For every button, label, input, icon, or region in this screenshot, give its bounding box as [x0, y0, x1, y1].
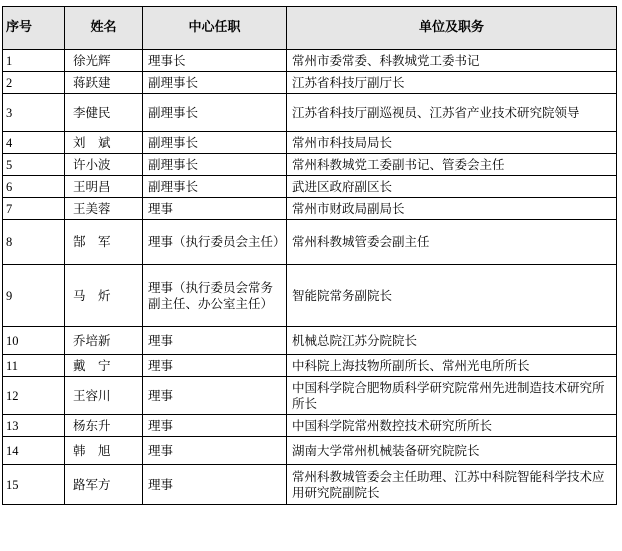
row-name: 乔培新 — [65, 327, 143, 355]
header-name: 姓名 — [65, 7, 143, 50]
row-name: 马 炘 — [65, 265, 143, 327]
row-unit: 江苏省科技厅副厅长 — [287, 72, 617, 94]
row-no: 2 — [3, 72, 65, 94]
row-unit: 中国科学院合肥物质科学研究院常州先进制造技术研究所所长 — [287, 377, 617, 415]
row-no: 1 — [3, 50, 65, 72]
row-unit: 湖南大学常州机械装备研究院院长 — [287, 437, 617, 465]
row-role: 理事（执行委员会主任） — [143, 220, 287, 265]
row-role: 理事 — [143, 377, 287, 415]
table-row — [3, 154, 617, 176]
row-no: 6 — [3, 176, 65, 198]
row-no: 4 — [3, 132, 65, 154]
row-name: 王容川 — [65, 377, 143, 415]
row-unit: 常州科教城管委会副主任 — [287, 220, 617, 265]
row-unit: 智能院常务副院长 — [287, 265, 617, 327]
row-unit: 常州科教城党工委副书记、管委会主任 — [287, 154, 617, 176]
row-name: 路军方 — [65, 465, 143, 505]
table-row — [3, 72, 617, 94]
header-role: 中心任职 — [143, 7, 287, 50]
table-row — [3, 465, 617, 505]
row-role: 副理事长 — [143, 154, 287, 176]
table-row — [3, 94, 617, 132]
table-row — [3, 415, 617, 437]
row-unit: 常州市委常委、科教城党工委书记 — [287, 50, 617, 72]
table-container — [2, 6, 617, 505]
table-row — [3, 377, 617, 415]
row-role: 理事 — [143, 355, 287, 377]
row-name: 杨东升 — [65, 415, 143, 437]
row-unit: 机械总院江苏分院院长 — [287, 327, 617, 355]
row-no: 3 — [3, 94, 65, 132]
row-name: 刘 斌 — [65, 132, 143, 154]
table-row — [3, 176, 617, 198]
council-members-table — [2, 6, 617, 505]
row-name: 戴 宁 — [65, 355, 143, 377]
row-no: 7 — [3, 198, 65, 220]
row-name: 蒋跃建 — [65, 72, 143, 94]
row-role: 副理事长 — [143, 94, 287, 132]
row-role: 理事（执行委员会常务副主任、办公室主任） — [143, 265, 287, 327]
row-no: 9 — [3, 265, 65, 327]
header-no: 序号 — [3, 7, 65, 50]
row-no: 12 — [3, 377, 65, 415]
row-name: 郜 军 — [65, 220, 143, 265]
row-role: 副理事长 — [143, 132, 287, 154]
header-row — [3, 7, 617, 50]
row-unit: 常州市财政局副局长 — [287, 198, 617, 220]
table-row — [3, 132, 617, 154]
row-role: 理事 — [143, 415, 287, 437]
row-no: 15 — [3, 465, 65, 505]
row-role: 副理事长 — [143, 72, 287, 94]
row-name: 韩 旭 — [65, 437, 143, 465]
row-name: 王明昌 — [65, 176, 143, 198]
row-unit: 中科院上海技物所副所长、常州光电所所长 — [287, 355, 617, 377]
row-name: 王美蓉 — [65, 198, 143, 220]
table-row — [3, 265, 617, 327]
header-unit: 单位及职务 — [287, 7, 617, 50]
row-no: 10 — [3, 327, 65, 355]
row-unit: 武进区政府副区长 — [287, 176, 617, 198]
table-row — [3, 220, 617, 265]
row-no: 5 — [3, 154, 65, 176]
row-unit: 中国科学院常州数控技术研究所所长 — [287, 415, 617, 437]
row-no: 13 — [3, 415, 65, 437]
row-no: 11 — [3, 355, 65, 377]
table-row — [3, 198, 617, 220]
row-role: 理事 — [143, 198, 287, 220]
row-no: 8 — [3, 220, 65, 265]
row-name: 李健民 — [65, 94, 143, 132]
table-row — [3, 437, 617, 465]
row-role: 理事 — [143, 465, 287, 505]
row-unit: 常州市科技局局长 — [287, 132, 617, 154]
row-unit: 常州科教城管委会主任助理、江苏中科院智能科学技术应用研究院副院长 — [287, 465, 617, 505]
row-no: 14 — [3, 437, 65, 465]
row-role: 副理事长 — [143, 176, 287, 198]
table-row — [3, 355, 617, 377]
row-unit: 江苏省科技厅副巡视员、江苏省产业技术研究院领导 — [287, 94, 617, 132]
row-role: 理事 — [143, 327, 287, 355]
row-name: 许小波 — [65, 154, 143, 176]
row-role: 理事长 — [143, 50, 287, 72]
row-name: 徐光辉 — [65, 50, 143, 72]
table-row — [3, 327, 617, 355]
table-row — [3, 50, 617, 72]
row-role: 理事 — [143, 437, 287, 465]
